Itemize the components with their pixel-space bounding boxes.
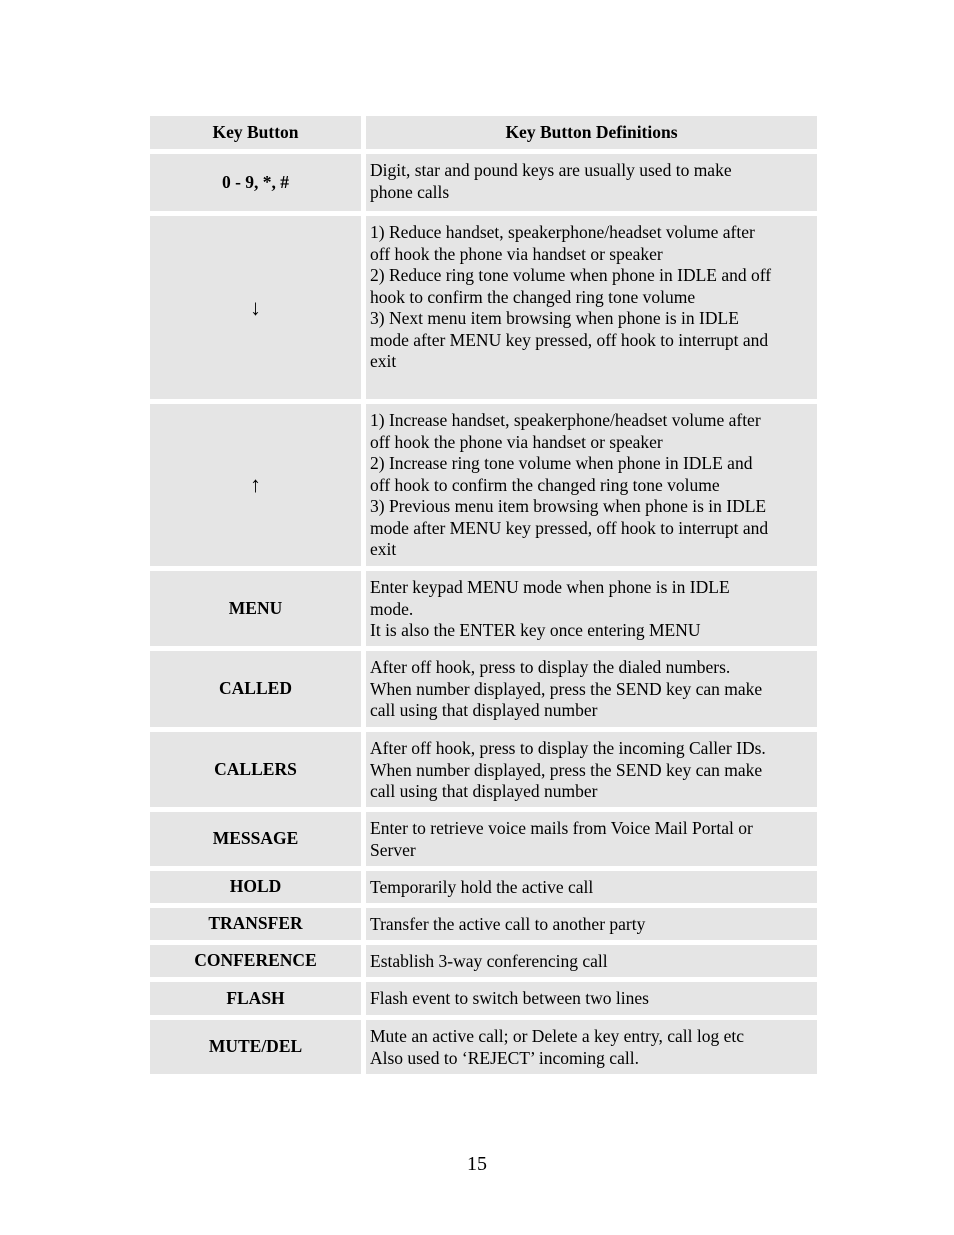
table-row xyxy=(150,908,817,940)
definition-cell: After off hook, press to display the incoming Caller IDs. When number displayed, press the SEND key can make call using that displayed number xyxy=(366,732,817,807)
table-row xyxy=(150,871,817,903)
table-row xyxy=(150,732,817,807)
key-button-table xyxy=(150,116,817,1079)
table-row xyxy=(150,982,817,1015)
definition-cell: Temporarily hold the active call xyxy=(366,871,817,903)
definition-cell: Digit, star and pound keys are usually used to make phone calls xyxy=(366,154,817,211)
definition-cell: Enter keypad MENU mode when phone is in IDLE mode. It is also the ENTER key once entering MENU xyxy=(366,571,817,646)
definition-cell: 1) Increase handset, speakerphone/headset volume after off hook the phone via handset or speaker 2) Increase ring tone volume when phone in IDLE and off hook to confirm the changed ring tone volume 3) Previous menu item browsing when phone is in IDLE mode after MENU key pressed, off hook to interrupt and exit xyxy=(366,404,817,566)
header-key-button: Key Button xyxy=(150,116,361,149)
table-header-row xyxy=(150,116,817,149)
definition-cell: After off hook, press to display the dialed numbers. When number displayed, press the SEND key can make call using that displayed number xyxy=(366,651,817,727)
definition-cell: 1) Reduce handset, speakerphone/headset volume after off hook the phone via handset or speaker 2) Reduce ring tone volume when phone in IDLE and off hook to confirm the changed ring tone volume 3) Next menu item browsing when phone is in IDLE mode after MENU key pressed, off hook to interrupt and exit xyxy=(366,216,817,399)
key-cell: MUTE/DEL xyxy=(150,1020,361,1074)
key-cell: FLASH xyxy=(150,982,361,1015)
down-arrow-icon: ↓ xyxy=(150,216,361,399)
table-row xyxy=(150,945,817,977)
key-cell: HOLD xyxy=(150,871,361,903)
key-cell: TRANSFER xyxy=(150,908,361,940)
key-cell: CALLERS xyxy=(150,732,361,807)
table-row xyxy=(150,154,817,211)
definition-cell: Establish 3-way conferencing call xyxy=(366,945,817,977)
key-cell: MENU xyxy=(150,571,361,646)
table-row xyxy=(150,216,817,399)
table-row xyxy=(150,812,817,866)
table-row xyxy=(150,571,817,646)
definition-cell: Mute an active call; or Delete a key entry, call log etc Also used to ‘REJECT’ incoming call. xyxy=(366,1020,817,1074)
table-row xyxy=(150,1020,817,1074)
up-arrow-icon: ↑ xyxy=(150,404,361,566)
definition-cell: Enter to retrieve voice mails from Voice Mail Portal or Server xyxy=(366,812,817,866)
table-row xyxy=(150,651,817,727)
definition-cell: Transfer the active call to another party xyxy=(366,908,817,940)
key-cell: 0 - 9, *, # xyxy=(150,154,361,211)
definition-cell: Flash event to switch between two lines xyxy=(366,982,817,1015)
key-cell: CONFERENCE xyxy=(150,945,361,977)
page-number: 15 xyxy=(467,1153,487,1175)
table-row xyxy=(150,404,817,566)
key-cell: MESSAGE xyxy=(150,812,361,866)
header-key-definitions: Key Button Definitions xyxy=(366,116,817,149)
key-cell: CALLED xyxy=(150,651,361,727)
